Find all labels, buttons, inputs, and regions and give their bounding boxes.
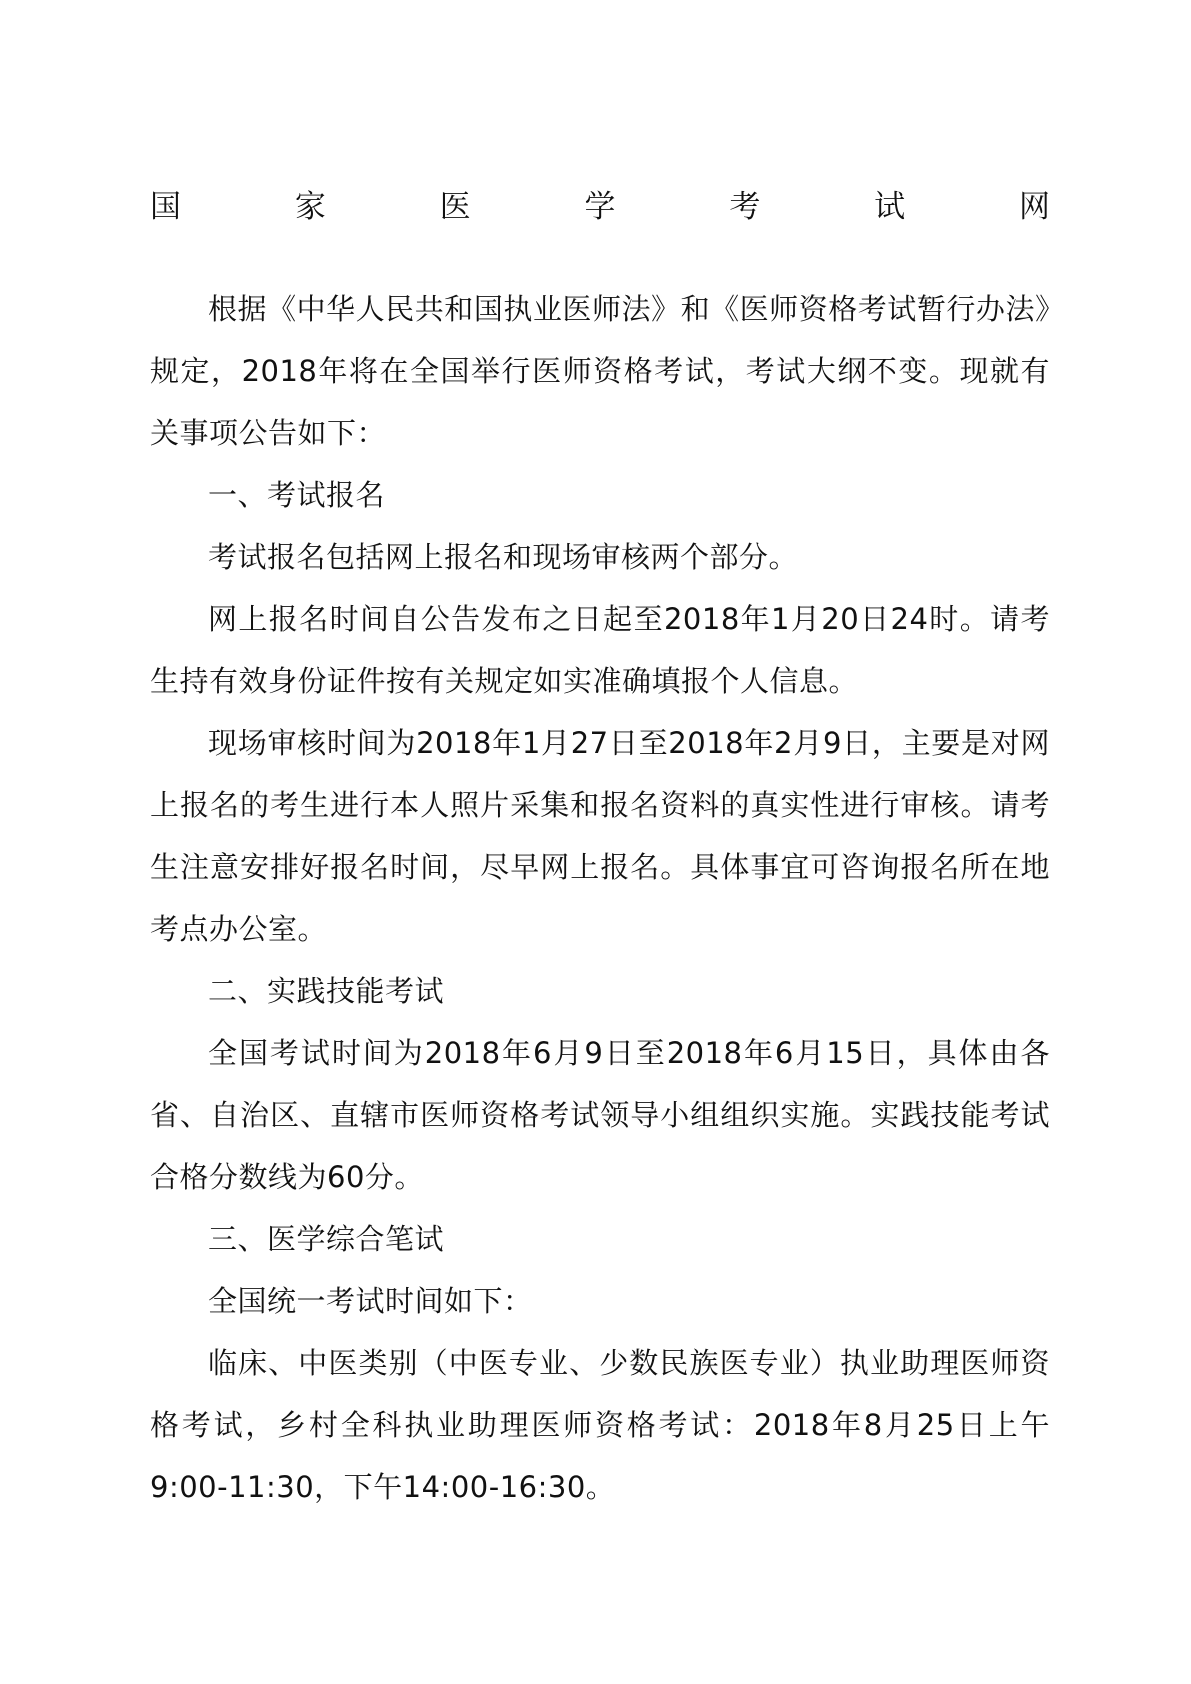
registration-paragraph-1: 考试报名包括网上报名和现场审核两个部分。 [208,540,799,574]
title-char: 家 [294,189,326,225]
written-exam-paragraph-1: 全国统一考试时间如下： [208,1284,533,1318]
intro-paragraph: 根据《中华人民共和国执业医师法》和《医师资格考试暂行办法》规定，2018年将在全国举行医师资格考试，考试大纲不变。现就有关事项公告如下： [150,292,1050,450]
written-exam-paragraph-2: 临床、中医类别（中医专业、少数民族医专业）执业助理医师资格考试，乡村全科执业助理医师资格考试：2018年8月25日上午9:00-11:30，下午14:00-16:30。 [150,1346,1050,1504]
practical-exam-paragraph: 全国考试时间为2018年6月9日至2018年6月15日，具体由各省、自治区、直辖市医师资格考试领导小组组织实施。实践技能考试合格分数线为60分。 [150,1036,1050,1194]
title-char: 网 [1018,189,1050,225]
title-char: 试 [874,189,906,225]
registration-paragraph-2: 网上报名时间自公告发布之日起至2018年1月20日24时。请考生持有效身份证件按有关规定如实准确填报个人信息。 [150,602,1050,698]
title-char: 医 [439,189,471,225]
title-char: 学 [584,189,616,225]
title-char: 国 [150,189,181,225]
section-heading-written-exam: 三、医学综合笔试 [208,1222,445,1256]
document-body [150,278,1050,1518]
registration-paragraph-3: 现场审核时间为2018年1月27日至2018年2月9日，主要是对网上报名的考生进行本人照片采集和报名资料的真实性进行审核。请考生注意安排好报名时间，尽早网上报名。具体事宜可咨询报名所在地考点办公室。 [150,726,1050,946]
section-heading-registration: 一、考试报名 [208,478,386,512]
title-char: 考 [729,189,761,225]
section-heading-practical-exam: 二、实践技能考试 [208,974,445,1008]
document-title [150,185,1050,229]
